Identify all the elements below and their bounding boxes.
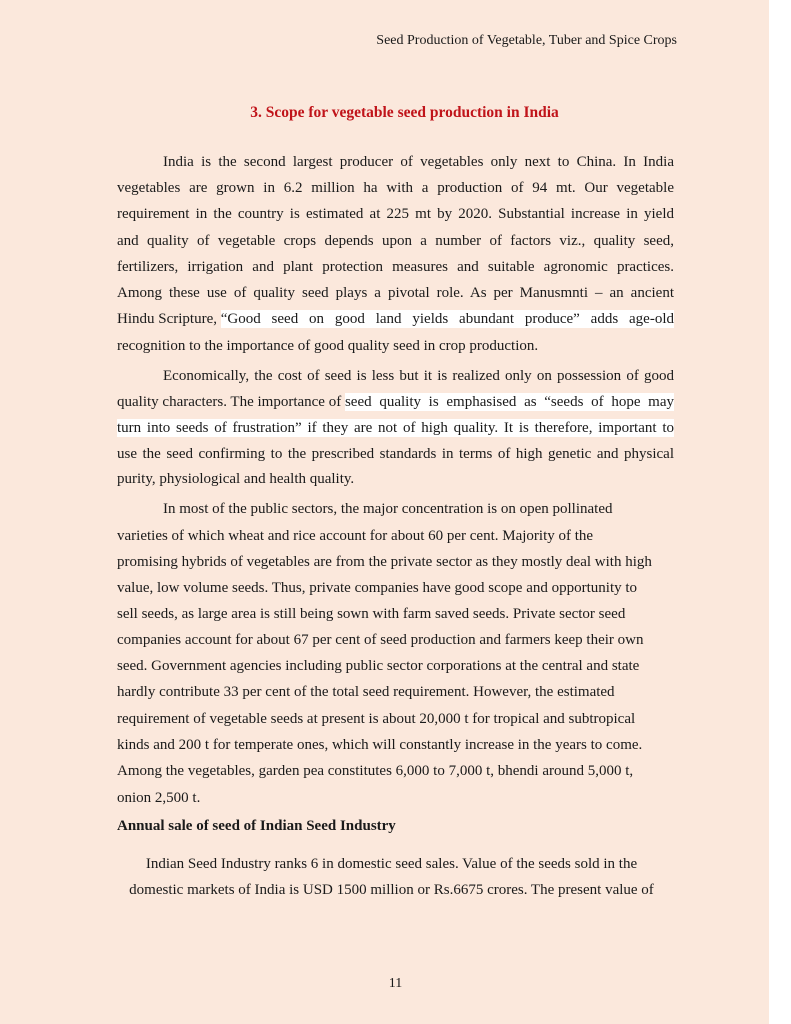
text-span: Hindu Scripture, <box>117 311 221 327</box>
text-line: onion 2,500 t. <box>117 790 201 806</box>
text-line: requirement in the country is estimated at 225 mt by 2020. Substantial increase in yield <box>117 206 674 222</box>
text-line: companies account for about 67 per cent of seed production and farmers keep their own <box>117 632 644 648</box>
text-span: quality characters. The importance of <box>117 394 345 410</box>
text-line: vegetables are grown in 6.2 million ha with a production of 94 mt. Our vegetable <box>117 180 674 196</box>
text-line: use the seed confirming to the prescribed standards in terms of high genetic and physical <box>117 446 674 462</box>
text-line <box>117 310 674 328</box>
text-line: purity, physiological and health quality. <box>117 471 355 487</box>
running-header: Seed Production of Vegetable, Tuber and Spice Crops <box>376 33 677 48</box>
highlighted-line: turn into seeds of frustration” if they are not of high quality. It is therefore, important to <box>117 420 674 436</box>
highlighted-quote: seed quality is emphasised as “seeds of hope may <box>344 394 674 410</box>
page-number: 11 <box>388 976 403 991</box>
text-line: In most of the public sectors, the major concentration is on open pollinated <box>163 501 613 517</box>
text-line: value, low volume seeds. Thus, private companies have good scope and opportunity to <box>117 580 638 596</box>
text-line: Economically, the cost of seed is less but it is realized only on possession of good <box>163 368 674 384</box>
text-line: Among the vegetables, garden pea constitutes 6,000 to 7,000 t, bhendi around 5,000 t, <box>117 763 634 779</box>
text-line: India is the second largest producer of vegetables only next to China. In India <box>163 154 674 170</box>
text-line: requirement of vegetable seeds at present is about 20,000 t for tropical and subtropical <box>117 711 636 727</box>
text-line: promising hybrids of vegetables are from the private sector as they mostly deal with high <box>117 554 652 570</box>
text-line: Indian Seed Industry ranks 6 in domestic seed sales. Value of the seeds sold in the <box>145 856 638 872</box>
subheading: Annual sale of seed of Indian Seed Industry <box>117 818 396 834</box>
text-line: domestic markets of India is USD 1500 million or Rs.6675 crores. The present value of <box>129 882 654 898</box>
text-line: Among these use of quality seed plays a pivotal role. As per Manusmnti – an ancient <box>117 285 674 301</box>
text-line: sell seeds, as large area is still being sown with farm saved seeds. Private sector seed <box>117 606 626 622</box>
text-line: varieties of which wheat and rice account for about 60 per cent. Majority of the <box>117 528 594 544</box>
section-title: 3. Scope for vegetable seed production in India <box>250 104 559 121</box>
text-line <box>117 393 674 411</box>
highlighted-quote: “Good seed on good land yields abundant produce” adds age-old <box>220 311 674 327</box>
text-line: and quality of vegetable crops depends upon a number of factors viz., quality seed, <box>117 233 674 249</box>
text-line: kinds and 200 t for temperate ones, which will constantly increase in the years to come. <box>117 737 643 753</box>
text-line: recognition to the importance of good quality seed in crop production. <box>117 338 539 354</box>
text-line: hardly contribute 33 per cent of the total seed requirement. However, the estimated <box>117 684 615 700</box>
text-line: fertilizers, irrigation and plant protection measures and suitable agronomic practices. <box>117 259 674 275</box>
text-line: seed. Government agencies including public sector corporations at the central and state <box>117 658 640 674</box>
